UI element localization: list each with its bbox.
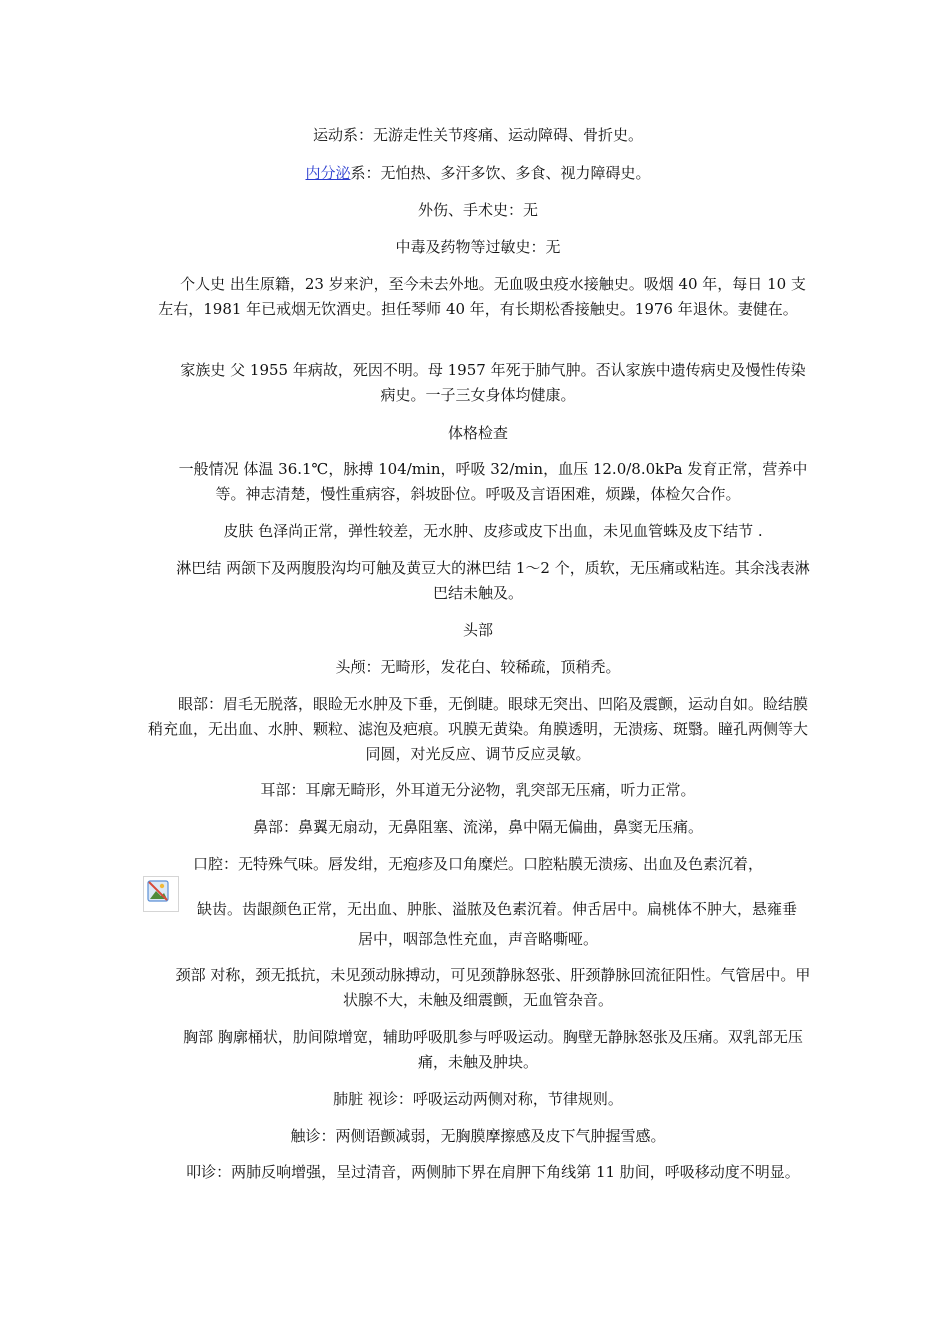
mouth-exam-line-2: 缺齿。齿龈颜色正常，无出血、肿胀、溢脓及色素沉着。伸舌居中。扁桃体不肿大，悬雍垂 xyxy=(196,900,797,918)
allergy-history: 中毒及药物等过敏史：无 xyxy=(395,238,561,256)
family-history-text: 家族史 父 1955 年病故，死因不明。母 1957 年死于肺气肿。否认家族中遗传病史及慢性传染病史。一子三女身体均健康。 xyxy=(180,361,806,404)
family-history xyxy=(143,358,813,408)
general-condition-text: 一般情况 体温 36.1℃，脉搏 104/min，呼吸 32/min，血压 12.0/8.0kPa 发育正常，营养中等。神志清楚，慢性重病容，斜坡卧位。呼吸及言语困难，烦躁，体检欠合作。 xyxy=(178,460,808,503)
skin-exam xyxy=(143,519,813,544)
endocrine-system-line xyxy=(143,161,813,186)
lung-inspection: 肺脏 视诊：呼吸运动两侧对称，节律规则。 xyxy=(333,1090,623,1108)
ear-exam: 耳部：耳廓无畸形，外耳道无分泌物，乳突部无压痛，听力正常。 xyxy=(260,781,696,799)
eye-exam-text: 眼部：眉毛无脱落，眼睑无水肿及下垂，无倒睫。眼球无突出、凹陷及震颤，运动自如。睑结膜稍充血，无出血、水肿、颗粒、滤泡及疤痕。巩膜无黄染。角膜透明，无溃疡、斑翳。瞳孔两侧等大同圆，对光反应、调节反应灵敏。 xyxy=(147,695,808,763)
mouth-exam-line-1: 口腔：无特殊气味。唇发绀，无疱疹及口角糜烂。口腔粘膜无溃疡、出血及色素沉着， xyxy=(192,855,763,873)
broken-image-icon xyxy=(143,876,179,912)
chest-exam xyxy=(143,1025,813,1075)
eye-exam xyxy=(143,692,813,767)
neck-exam-text: 颈部 对称，颈无抵抗，未见颈动脉搏动，可见颈静脉怒张、肝颈静脉回流征阳性。气管居中。甲状腺不大，未触及细震颤，无血管杂音。 xyxy=(175,966,811,1009)
physical-exam-heading: 体格检查 xyxy=(447,424,508,442)
mouth-exam-line-3: 居中，咽部急性充血，声音略嘶哑。 xyxy=(357,930,598,948)
lung-percussion-text: 叩诊：两肺反响增强，呈过清音，两侧肺下界在肩胛下角线第 11 肋间，呼吸移动度不明显。 xyxy=(186,1163,800,1181)
skin-exam-text: 皮肤 色泽尚正常，弹性较差，无水肿、皮疹或皮下出血，未见血管蛛及皮下结节 . xyxy=(223,522,763,540)
lung-palpation: 触诊：两侧语颤减弱，无胸膜摩擦感及皮下气肿握雪感。 xyxy=(290,1127,666,1145)
personal-history-text: 个人史 出生原籍，23 岁来沪，至今未去外地。无血吸虫疫水接触史。吸烟 40 年，每日 10 支左右，1981 年已戒烟无饮酒史。担任琴师 40 年，有长期松香接触史。1976 年退休。妻健在。 xyxy=(158,275,806,318)
head-heading: 头部 xyxy=(462,621,493,639)
skull-exam: 头颅：无畸形，发花白、较稀疏，顶稍秃。 xyxy=(335,658,621,676)
lymph-node-exam xyxy=(143,556,813,606)
trauma-surgery-history: 外伤、手术史：无 xyxy=(417,201,538,219)
lung-percussion xyxy=(143,1160,813,1185)
general-condition xyxy=(143,457,813,507)
personal-history xyxy=(143,272,813,322)
lymph-node-text: 淋巴结 两颌下及两腹股沟均可触及黄豆大的淋巴结 1～2 个，质软，无压痛或粘连。其余浅表淋巴结未触及。 xyxy=(176,559,810,602)
endocrine-link[interactable]: 内分泌 xyxy=(305,164,351,182)
chest-exam-text: 胸部 胸廓桶状，肋间隙增宽，辅助呼吸肌参与呼吸运动。胸壁无静脉怒张及压痛。双乳部无压痛，未触及肿块。 xyxy=(183,1028,803,1071)
nose-exam: 鼻部：鼻翼无扇动，无鼻阻塞、流涕，鼻中隔无偏曲，鼻窦无压痛。 xyxy=(252,818,703,836)
endocrine-text: 系：无怕热、多汗多饮、多食、视力障碍史。 xyxy=(350,164,651,182)
motor-system-line: 运动系：无游走性关节疼痛、运动障碍、骨折史。 xyxy=(312,126,643,144)
neck-exam xyxy=(143,963,813,1013)
